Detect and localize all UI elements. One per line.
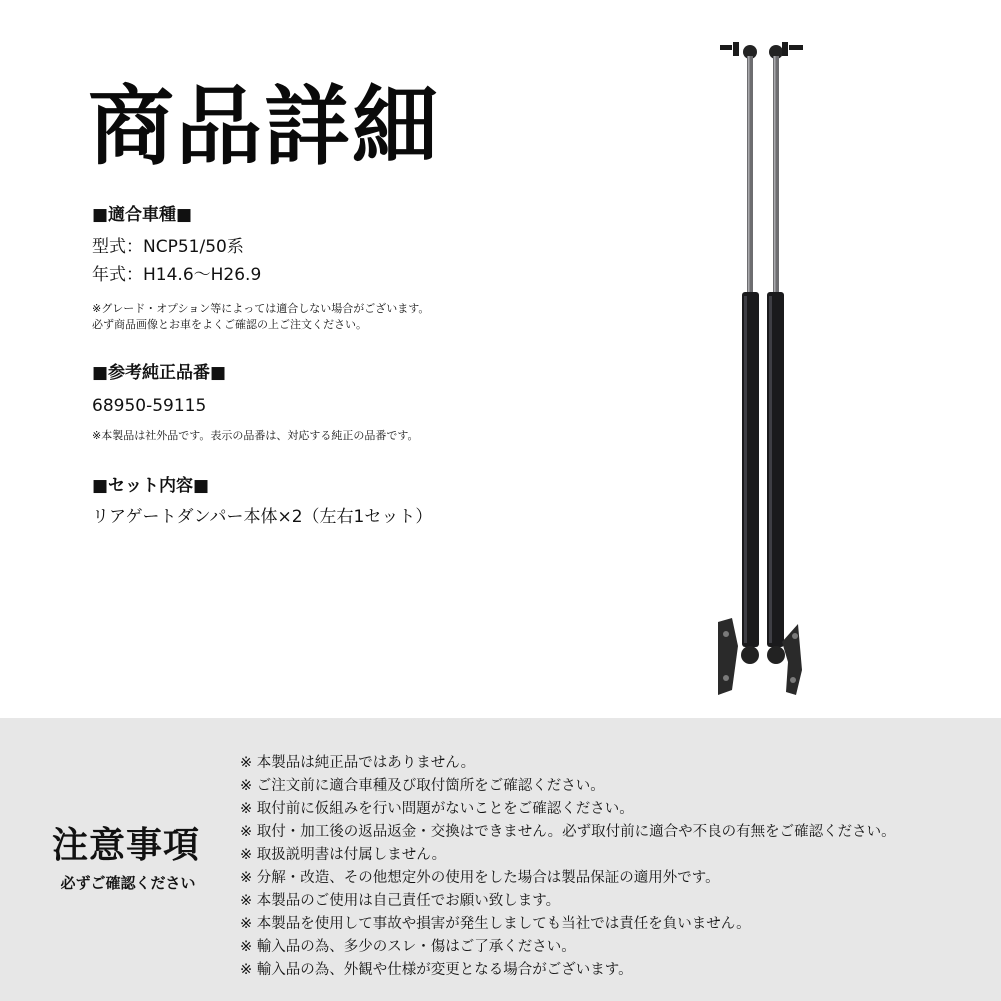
fitment-heading: ■適合車種■ (92, 205, 193, 225)
left-strut (718, 42, 759, 695)
caution-item: ※ 輸入品の為、外観や仕様が変更となる場合がございます。 (240, 962, 633, 978)
part-number-note: ※本製品は社外品です。表示の品番は、対応する純正の品番です。 (92, 429, 419, 442)
set-contents-value: リアゲートダンパー本体×2（左右1セット） (92, 507, 433, 527)
caution-list (240, 752, 896, 982)
caution-subtitle: 必ずご確認ください (60, 874, 196, 892)
caution-item: ※ 本製品は純正品ではありません。 (240, 755, 476, 771)
caution-item: ※ 分解・改造、その他想定外の使用をした場合は製品保証の適用外です。 (240, 870, 720, 886)
set-contents-section (92, 478, 432, 526)
gas-strut-pair-icon (700, 30, 830, 710)
fitment-note-1: ※グレード・オプション等によっては適合しない場合がございます。 (92, 302, 430, 315)
fitment-year: 年式：H14.6〜H26.9 (92, 265, 262, 285)
caution-item: ※ 輸入品の為、多少のスレ・傷はご了承ください。 (240, 939, 576, 955)
caution-item: ※ 取扱説明書は付属しません。 (240, 847, 447, 863)
caution-item: ※ ご注文前に適合車種及び取付箇所をご確認ください。 (240, 778, 605, 794)
caution-item: ※ 本製品を使用して事故や損害が発生しましても当社では責任を負いません。 (240, 916, 751, 932)
page-title: 商品詳細 (88, 77, 440, 177)
part-number-value: 68950-59115 (92, 396, 207, 416)
set-contents-heading: ■セット内容■ (92, 476, 210, 496)
fitment-section (92, 207, 429, 333)
caution-title: 注意事項 (51, 825, 200, 866)
caution-item: ※ 取付前に仮組みを行い問題がないことをご確認ください。 (240, 801, 634, 817)
part-number-heading: ■参考純正品番■ (92, 363, 227, 383)
caution-item: ※ 取付・加工後の返品返金・交換はできません。必ず取付前に適合や不良の有無をご確認ください。 (240, 824, 896, 840)
fitment-note-2: 必ず商品画像とお車をよくご確認の上ご注文ください。 (92, 317, 367, 331)
fitment-model: 型式：NCP51/50系 (92, 237, 244, 257)
right-strut (767, 42, 803, 695)
caution-item: ※ 本製品のご使用は自己責任でお願い致します。 (240, 893, 561, 909)
part-number-section (92, 365, 418, 444)
